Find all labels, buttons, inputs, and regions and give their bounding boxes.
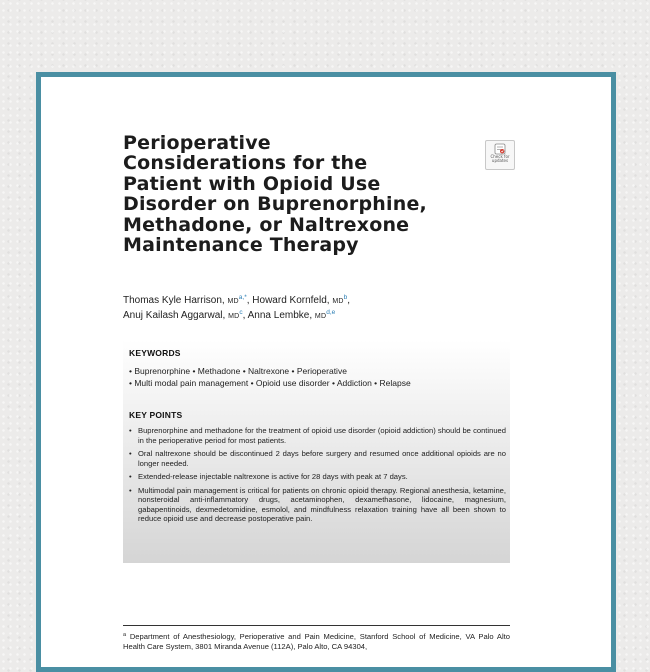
key-point-item <box>129 472 506 482</box>
keywords-heading: KEYWORDS <box>129 348 181 358</box>
keywords-keypoints-box <box>123 340 510 563</box>
author-name: Thomas Kyle Harrison, <box>123 295 225 306</box>
key-point-item <box>129 449 506 468</box>
keywords-line: • Multi modal pain management • Opioid use disorder • Addiction • Relapse <box>129 378 411 388</box>
title-line: Patient with Opioid Use <box>123 172 381 195</box>
check-for-updates-button[interactable] <box>485 140 515 170</box>
author-degree: MD <box>314 312 327 320</box>
title-line: Methadone, or Naltrexone <box>123 213 410 236</box>
keywords-list <box>129 365 411 389</box>
affiliation-footnote <box>123 632 510 652</box>
bullet-icon: • <box>129 426 132 435</box>
article-title <box>123 133 483 255</box>
key-point-item <box>129 486 506 524</box>
author-affiliation-link[interactable]: c <box>239 308 243 316</box>
author-affiliation-link[interactable]: d,e <box>326 308 336 316</box>
title-line: Considerations for the <box>123 152 368 175</box>
check-updates-caption: updates <box>491 158 509 164</box>
author-degree: MD <box>332 298 344 305</box>
author-separator: , <box>242 309 246 321</box>
author-name: Howard Kornfeld, <box>252 295 330 306</box>
author-list <box>123 294 503 323</box>
title-line: Disorder on Buprenorphine, <box>123 193 427 216</box>
author-name: Anna Lembke, <box>247 309 313 321</box>
author-degree: MD <box>228 312 240 320</box>
author-separator: , <box>246 295 250 306</box>
footnote-divider <box>123 625 510 626</box>
title-line: Maintenance Therapy <box>123 234 359 257</box>
keywords-line: • Buprenorphine • Methadone • Naltrexone • Perioperative <box>129 366 347 376</box>
key-point-text: Oral naltrexone should be discontinued 2 days before surgery and resumed once additional opioids are no longer needed. <box>138 449 506 468</box>
bullet-icon: • <box>129 472 132 481</box>
author-name: Anuj Kailash Aggarwal, <box>123 309 226 321</box>
key-point-item <box>129 426 506 445</box>
key-point-text: Extended-release injectable naltrexone is active for 28 days with peak at 7 days. <box>138 472 408 481</box>
key-point-text: Buprenorphine and methadone for the treatment of opioid use disorder (opioid addiction) should be continued in the perioperative period for most patients. <box>138 426 506 445</box>
author-affiliation-link[interactable]: a,* <box>238 294 247 301</box>
bullet-icon: • <box>129 449 132 458</box>
author-degree: MD <box>227 298 239 305</box>
check-updates-caption: Check for <box>490 154 510 159</box>
title-line: Perioperative <box>123 132 271 154</box>
key-points-heading: KEY POINTS <box>129 410 183 420</box>
key-point-text: Multimodal pain management is critical for patients on chronic opioid therapy. Regional anesthesia, ketamine, nonsteroidal anti-inflammatory drugs, acetaminophen, dexamethasone, lidocaine, magnesium, gabapentinoids, dexmedetomidine, esmolol, and mindfulness relaxation training have all been shown to reduce opioid use and decrease postoperative pain. <box>138 485 506 523</box>
article-frame <box>36 72 616 672</box>
author-affiliation-link[interactable]: b <box>343 294 348 301</box>
footnote-marker: a <box>123 632 127 638</box>
author-separator: , <box>347 295 351 306</box>
footnote-text: Department of Anesthesiology, Perioperative and Pain Medicine, Stanford School of Medicine, VA Palo Alto Health Care System, 3801 Miranda Avenue (112A), Palo Alto, CA 94304, <box>123 632 510 651</box>
article-page <box>41 77 611 667</box>
key-points-list <box>129 426 506 528</box>
bullet-icon: • <box>129 485 132 495</box>
